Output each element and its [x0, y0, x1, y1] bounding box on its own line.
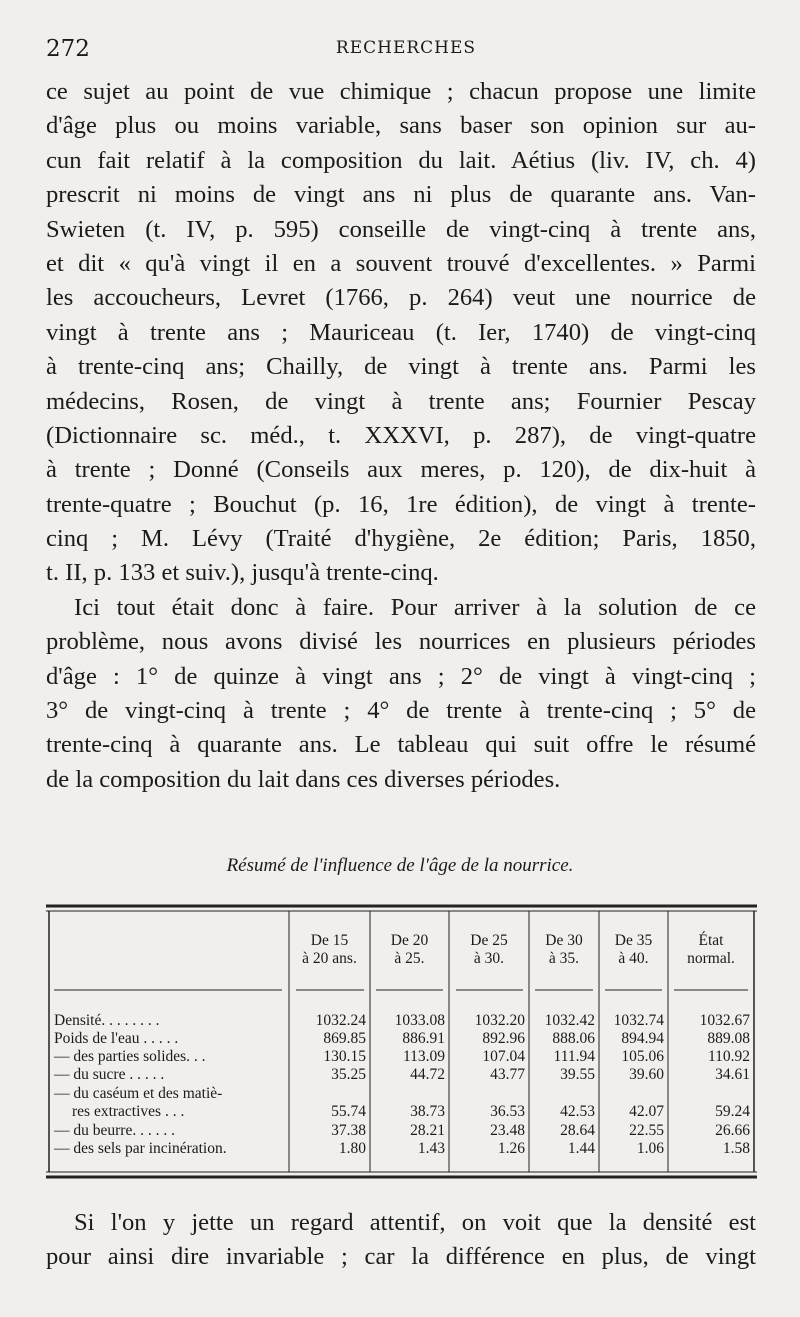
table-cell: 889.08 [707, 1030, 750, 1047]
table-cell: 55.74 [331, 1103, 366, 1120]
table-cell: 869.85 [323, 1030, 366, 1047]
table-cell: 1033.08 [394, 1012, 445, 1029]
running-title: RECHERCHES [335, 38, 477, 58]
table-cell: 892.96 [482, 1030, 525, 1047]
column-header-35-40: De 35 à 40. [614, 932, 653, 967]
row-label: — du beurre. . . . . . [54, 1122, 175, 1139]
row-label: res extractives . . . [72, 1103, 185, 1120]
row-label: Densité. . . . . . . . [54, 1012, 160, 1029]
table-cell: 34.61 [715, 1066, 750, 1083]
table-cell: 1032.42 [544, 1012, 595, 1029]
table-cell: 1.44 [567, 1140, 595, 1157]
table-cell: 107.04 [482, 1048, 525, 1065]
table-cell: 37.38 [331, 1122, 366, 1139]
table-cell: 1.58 [722, 1140, 750, 1157]
body-line: et dit « qu'à vingt il en a souvent trouvé d'excellentes. » Parmi [46, 249, 756, 277]
table-cell: 886.91 [402, 1030, 445, 1047]
table-cell: 28.64 [560, 1122, 595, 1139]
body-line: trente-cinq à quarante ans. Le tableau qui suit offre le résumé [46, 731, 756, 759]
table-cell: 43.77 [490, 1066, 525, 1083]
page-header [46, 36, 766, 66]
body-line: de la composition du lait dans ces diverses périodes. [46, 765, 561, 793]
body-line: prescrit ni moins de vingt ans ni plus de quarante ans. Van- [46, 181, 756, 209]
table-cell: 105.06 [621, 1048, 664, 1065]
table-cell: 22.55 [629, 1122, 664, 1139]
column-header-25-30: De 25 à 30. [470, 932, 508, 967]
table-cell: 111.94 [553, 1048, 595, 1065]
row-label: — des sels par incinération. [54, 1140, 227, 1157]
body-line: Si l'on y jette un regard attentif, on voit que la densité est [74, 1209, 756, 1236]
table-cell: 110.92 [707, 1048, 750, 1065]
table-cell: 1032.20 [474, 1012, 525, 1029]
row-label: — des parties solides. . . [54, 1048, 206, 1065]
body-line: médecins, Rosen, de vingt à trente ans; Fournier Pescay [46, 387, 756, 415]
body-line: t. II, p. 133 et suiv.), jusqu'à trente-cinq. [46, 559, 439, 587]
table-cell: 1032.74 [613, 1012, 664, 1029]
table-cell: 1.26 [497, 1140, 525, 1157]
body-line: (Dictionnaire sc. méd., t. XXXVI, p. 287), de vingt-quatre [46, 421, 756, 449]
body-line: problème, nous avons divisé les nourrices en plusieurs périodes [46, 628, 756, 656]
table-caption: Résumé de l'influence de l'âge de la nourrice. [226, 855, 574, 876]
table-cell: 113.09 [402, 1048, 445, 1065]
table-cell: 1.43 [417, 1140, 445, 1157]
table-cell: 26.66 [715, 1122, 750, 1139]
table-cell: 1.06 [636, 1140, 664, 1157]
table-cell: 130.15 [323, 1048, 366, 1065]
body-line: ce sujet au point de vue chimique ; chacun propose une limite [46, 78, 756, 105]
table-cell: 35.25 [331, 1066, 366, 1083]
column-header-20-25: De 20 à 25. [390, 932, 429, 967]
table-cell: 38.73 [410, 1103, 445, 1120]
table-cell: 1.80 [338, 1140, 366, 1157]
following-paragraph [46, 1205, 756, 1274]
body-line: vingt à trente ans ; Mauriceau (t. Ier, 1740) de vingt-cinq [46, 318, 756, 346]
body-line: cun fait relatif à la composition du lait. Aétius (liv. IV, ch. 4) [46, 146, 756, 174]
table-cell: 39.60 [629, 1066, 664, 1083]
table-cell: 44.72 [410, 1066, 445, 1083]
body-line: cinq ; M. Lévy (Traité d'hygiène, 2e édition; Paris, 1850, [46, 525, 756, 553]
table-cell: 1032.67 [699, 1012, 750, 1029]
body-paragraphs [46, 75, 756, 797]
body-line: trente-quatre ; Bouchut (p. 16, 1re édition), de vingt à trente- [46, 490, 756, 518]
table-cell: 59.24 [715, 1103, 750, 1120]
column-header-30-35: De 30 à 35. [545, 932, 583, 967]
table-cell: 28.21 [410, 1122, 445, 1139]
body-line: Ici tout était donc à faire. Pour arriver à la solution de ce [74, 593, 756, 621]
page-number: 272 [46, 36, 90, 62]
table-cell: 42.53 [560, 1103, 595, 1120]
body-line: 3° de vingt-cinq à trente ; 4° de trente à trente-cinq ; 5° de [46, 697, 756, 725]
table-cell: 894.94 [621, 1030, 664, 1047]
table-cell: 39.55 [560, 1066, 595, 1083]
body-line: à trente-cinq ans; Chailly, de vingt à trente ans. Parmi les [46, 353, 756, 381]
column-header-15-20: De 15 à 20 ans. [302, 932, 357, 967]
body-line: à trente ; Donné (Conseils aux meres, p. 120), de dix-huit à [46, 456, 756, 484]
body-line: d'âge : 1° de quinze à vingt ans ; 2° de vingt à vingt-cinq ; [46, 662, 756, 690]
table-cell: 42.07 [629, 1103, 664, 1120]
column-header-etat-normal: État normal. [687, 932, 735, 967]
row-label: — du caséum et des matiè- [54, 1085, 223, 1102]
body-line: d'âge plus ou moins variable, sans baser son opinion sur au- [46, 112, 756, 140]
body-line: pour ainsi dire invariable ; car la différence en plus, de vingt [46, 1243, 756, 1271]
table-cell: 23.48 [490, 1122, 525, 1139]
table-cell: 1032.24 [315, 1012, 366, 1029]
table-cell: 888.06 [552, 1030, 595, 1047]
row-label: Poids de l'eau . . . . . [54, 1030, 179, 1047]
row-label: — du sucre . . . . . [54, 1066, 165, 1083]
table-cell: 36.53 [490, 1103, 525, 1120]
data-table [46, 904, 757, 1180]
body-line: Swieten (t. IV, p. 595) conseille de vingt-cinq à trente ans, [46, 215, 756, 243]
body-line: les accoucheurs, Levret (1766, p. 264) veut une nourrice de [46, 284, 756, 312]
